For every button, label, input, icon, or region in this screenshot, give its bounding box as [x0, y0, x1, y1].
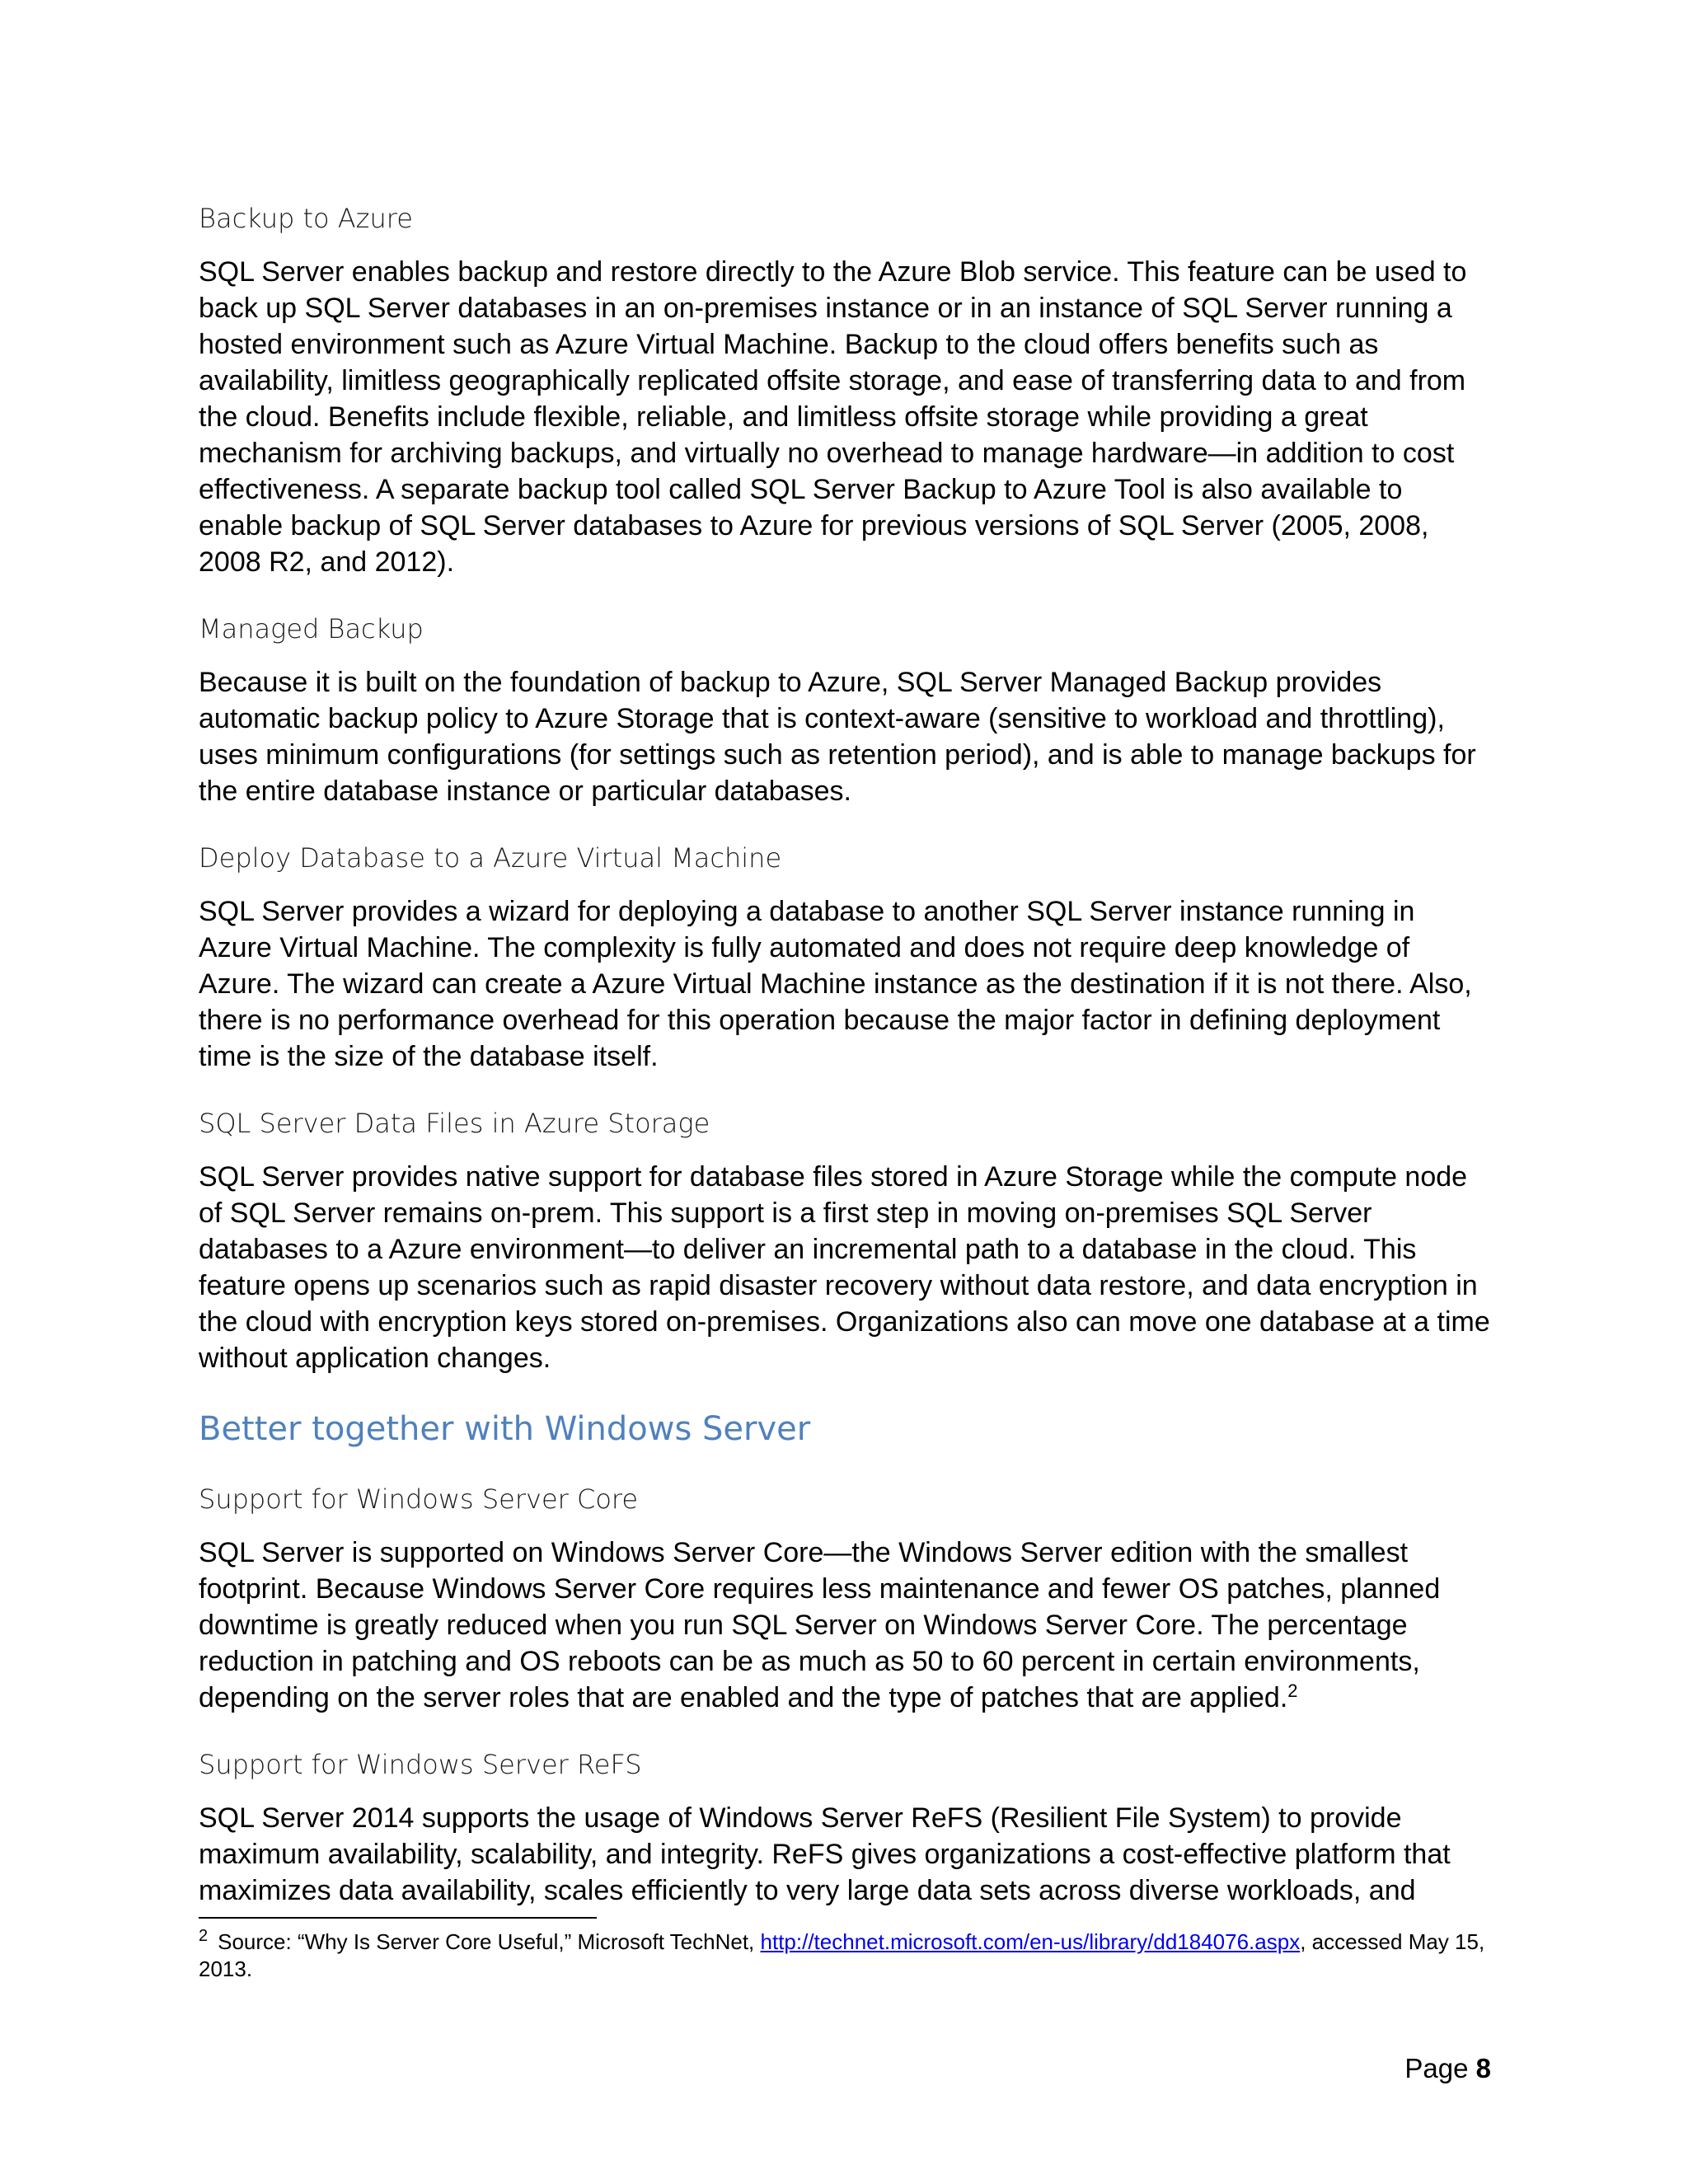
section-heading: SQL Server Data Files in Azure Storage	[199, 1108, 710, 1139]
section-backup-to-azure	[199, 198, 1493, 580]
footnote	[199, 1929, 1493, 1983]
page-number	[1404, 2052, 1491, 2085]
section-windows-server-core	[199, 1479, 1493, 1716]
page-number-value: 8	[1475, 2053, 1491, 2083]
section-paragraph: SQL Server provides native support for database files stored in Azure Storage while the compute node of SQL Server remains on-prem. This support is a first step in moving on-premises SQL Server databases to a Azure environment—to deliver an incremental path to a database in the cloud. This feature opens up scenarios such as rapid disaster recovery without data restore, and data encryption in the cloud with encryption keys stored on-premises. Organizations also can move one database at a time without application changes.	[199, 1161, 1490, 1374]
footnote-separator	[199, 1917, 597, 1919]
section-windows-server-refs	[199, 1744, 1493, 1909]
section-heading: Backup to Azure	[199, 203, 413, 234]
footnote-text-after: , accessed May 15, 2013.	[199, 1929, 1485, 1981]
section-heading: Managed Backup	[199, 613, 424, 644]
section-heading: Deploy Database to a Azure Virtual Machine	[199, 842, 782, 874]
section-paragraph: SQL Server enables backup and restore directly to the Azure Blob service. This feature can be used to back up SQL Server databases in an on-premises instance or in an instance of SQL Server running a hosted environment such as Azure Virtual Machine. Backup to the cloud offers benefits such as availability, limitless geographically replicated offsite storage, and ease of transferring data to and from the cloud. Benefits include flexible, reliable, and limitless offsite storage while providing a great mechanism for archiving backups, and virtually no overhead to manage hardware—in addition to cost effectiveness. A separate backup tool called SQL Server Backup to Azure Tool is also available to enable backup of SQL Server databases to Azure for previous versions of SQL Server (2005, 2008, 2008 R2, and 2012).	[199, 256, 1467, 578]
footnote-reference[interactable]: 2	[1287, 1680, 1298, 1701]
footnote-link[interactable]: http://technet.microsoft.com/en-us/library/dd184076.aspx	[760, 1929, 1301, 1954]
paragraph-text: SQL Server is supported on Windows Server Core—the Windows Server edition with the smallest footprint. Because Windows Server Core requires less maintenance and fewer OS patches, planned downtime is greatly reduced when you run SQL Server on Windows Server Core. The percentage reduction in patching and OS reboots can be as much as 50 to 60 percent in certain environments, depending on the server roles that are enabled and the type of patches that are applied.	[199, 1537, 1441, 1713]
section-paragraph: SQL Server provides a wizard for deploying a database to another SQL Server instance running in Azure Virtual Machine. The complexity is fully automated and does not require deep knowledge of Azure. The wizard can create a Azure Virtual Machine instance as the destination if it is not there. Also, there is no performance overhead for this operation because the major factor in defining deployment time is the size of the database itself.	[199, 896, 1472, 1072]
page-label: Page	[1404, 2053, 1469, 2083]
page-content	[199, 198, 1493, 1937]
section-heading: Support for Windows Server Core	[199, 1483, 639, 1515]
footnote-text-before: Source: “Why Is Server Core Useful,” Microsoft TechNet,	[218, 1929, 761, 1954]
section-deploy-database	[199, 837, 1493, 1075]
section-paragraph: Because it is built on the foundation of backup to Azure, SQL Server Managed Backup provides automatic backup policy to Azure Storage that is context-aware (sensitive to workload and throttling), uses minimum configurations (for settings such as retention period), and is able to manage backups for the entire database instance or particular databases.	[199, 667, 1476, 807]
section-managed-backup	[199, 608, 1493, 809]
section-heading: Support for Windows Server ReFS	[199, 1749, 642, 1780]
section-paragraph: SQL Server 2014 supports the usage of Windows Server ReFS (Resilient File System) to provide maximum availability, scalability, and integrity. ReFS gives organizations a cost-effective platform that maximizes data availability, scales efficiently to very large data sets across diverse workloads, and	[199, 1802, 1451, 1906]
major-heading: Better together with Windows Server	[199, 1410, 811, 1448]
section-data-files-azure-storage	[199, 1103, 1493, 1376]
footnote-mark: 2	[199, 1927, 209, 1945]
section-paragraph	[199, 1535, 1493, 1716]
